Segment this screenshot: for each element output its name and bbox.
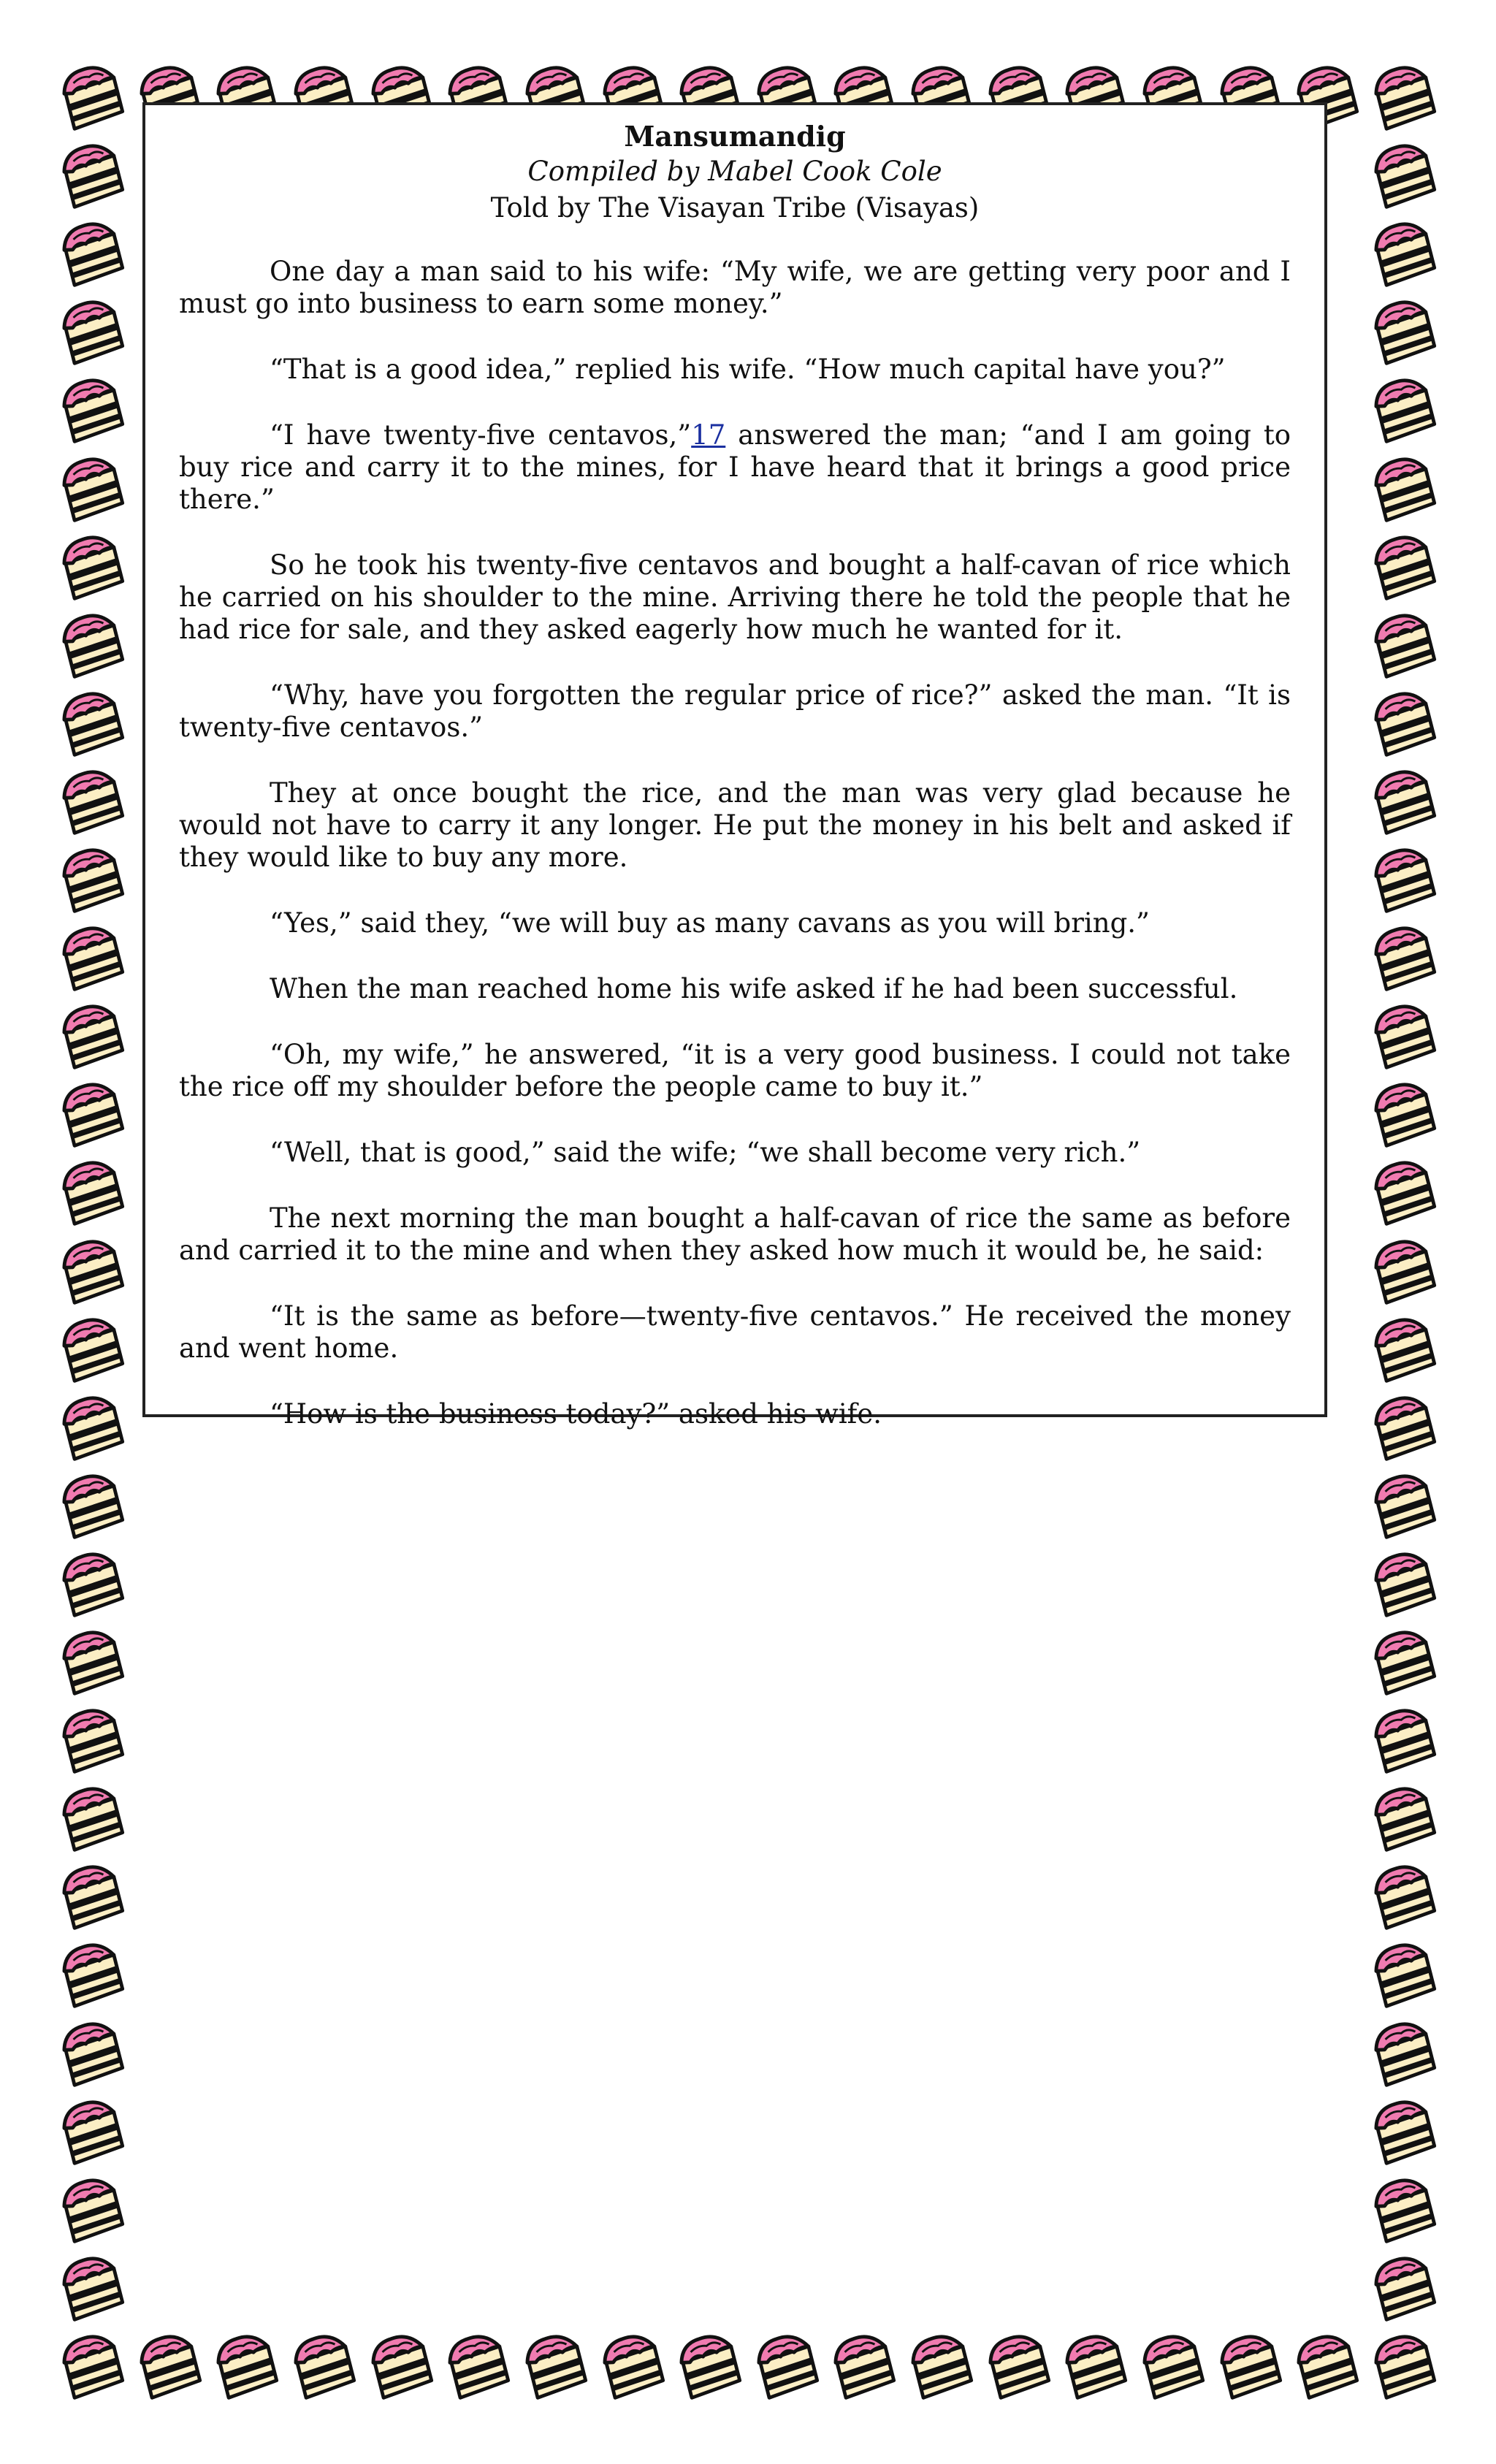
paragraph: “Oh, my wife,” he answered, “it is a very good business. I could not take the rice off my shoulder before the people came to buy it.” [179,1039,1291,1102]
cake-slice-icon [57,453,127,523]
cake-slice-icon [1369,2330,1439,2400]
cake-slice-icon [1369,1313,1439,1384]
story-title: Mansumandig [624,120,846,153]
paragraph-text: “I have twenty-five centavos,” [270,419,692,451]
cake-slice-icon [520,2330,590,2400]
cake-slice-icon [57,766,127,836]
cake-slice-icon [1369,1939,1439,2009]
paragraph: One day a man said to his wife: “My wife, we are getting very poor and I must go into business to earn some money.” [179,256,1291,319]
cake-slice-icon [1369,1704,1439,1774]
cake-slice-icon [211,2330,281,2400]
paragraph: “Yes,” said they, “we will buy as many cavans as you will bring.” [270,907,1150,939]
cake-slice-icon [1369,218,1439,288]
cake-slice-icon [1369,61,1439,131]
cake-slice-icon [57,1235,127,1305]
cake-slice-icon [1369,1392,1439,1462]
cake-slice-icon [57,61,127,131]
paragraph: “That is a good idea,” replied his wife. “How much capital have you?” [270,354,1226,385]
cake-slice-icon [57,1548,127,1618]
cake-slice-icon [366,2330,436,2400]
cake-slice-icon [1369,922,1439,992]
cake-slice-icon [1369,1235,1439,1305]
cake-slice-icon [57,2330,127,2400]
cake-slice-icon [1137,2330,1207,2400]
paragraph: The next morning the man bought a half-cavan of rice the same as before and carried it to the mine and when they asked how much it would be, he said: [179,1202,1291,1266]
paragraph [179,419,1291,516]
paragraph: So he took his twenty-five centavos and bought a half-cavan of rice which he carried on his shoulder to the mine. Arriving there he told the people that he had rice for sale, and they asked eagerly how much he wanted for it. [179,549,1291,645]
cake-slice-icon [57,1000,127,1070]
paragraph-text: answered the man; “and I am going to buy rice and carry it to the mines, for I have heard that it brings a good price there.” [179,419,1291,515]
cake-slice-icon [57,1078,127,1148]
cake-slice-icon [57,609,127,679]
cake-slice-icon [134,2330,205,2400]
cake-slice-icon [57,1939,127,2009]
cake-slice-icon [1369,1626,1439,1696]
cake-slice-icon [57,1861,127,1931]
cake-slice-icon [57,1156,127,1227]
cake-slice-icon [57,2252,127,2322]
cake-slice-icon [598,2330,668,2400]
cake-slice-icon [1369,1156,1439,1227]
cake-slice-icon [57,1392,127,1462]
cake-slice-icon [57,2096,127,2166]
cake-slice-icon [57,1704,127,1774]
paragraph: “Why, have you forgotten the regular price of rice?” asked the man. “It is twenty-five centavos.” [179,679,1291,743]
cake-slice-icon [1291,2330,1362,2400]
cake-slice-icon [57,1313,127,1384]
cake-slice-icon [1369,2096,1439,2166]
cake-slice-icon [1369,2252,1439,2322]
cake-slice-icon [57,1782,127,1853]
footnote-link[interactable]: 17 [691,419,726,451]
cake-slice-icon [906,2330,976,2400]
paragraph: “It is the same as before—twenty-five centavos.” He received the money and went home. [179,1300,1291,1364]
cake-slice-icon [1369,2174,1439,2244]
paragraph: “Well, that is good,” said the wife; “we shall become very rich.” [270,1137,1141,1168]
cake-slice-icon [828,2330,898,2400]
paragraph: They at once bought the rice, and the man was very glad because he would not have to carry it any longer. He put the money in his belt and asked if they would like to buy any more. [179,777,1291,873]
cake-slice-icon [57,844,127,914]
story-told-by: Told by The Visayan Tribe (Visayas) [490,192,980,224]
cake-slice-icon [1369,296,1439,366]
cake-slice-icon [57,2174,127,2244]
paragraph: “How is the business today?” asked his wife. [270,1398,882,1430]
cake-slice-icon [1369,609,1439,679]
cake-slice-icon [1369,453,1439,523]
cake-slice-icon [57,1470,127,1540]
cake-slice-icon [1060,2330,1130,2400]
cake-slice-icon [983,2330,1053,2400]
cake-slice-icon [1369,1782,1439,1853]
cake-slice-icon [1369,1861,1439,1931]
cake-slice-icon [1369,140,1439,210]
cake-slice-icon [57,374,127,444]
cake-slice-icon [1369,1078,1439,1148]
cake-slice-icon [752,2330,822,2400]
cake-slice-icon [1215,2330,1285,2400]
paragraph: When the man reached home his wife asked if he had been successful. [270,973,1238,1004]
cake-slice-icon [1369,531,1439,601]
cake-slice-icon [57,218,127,288]
cake-slice-icon [57,296,127,366]
story-text-box [142,102,1327,1430]
cake-slice-icon [443,2330,513,2400]
cake-slice-icon [1369,1470,1439,1540]
cake-slice-icon [57,2018,127,2088]
cake-slice-icon [1369,374,1439,444]
cake-slice-icon [57,1626,127,1696]
cake-slice-icon [1369,844,1439,914]
cake-slice-icon [1369,1548,1439,1618]
cake-slice-icon [57,140,127,210]
story-compiler: Compiled by Mabel Cook Cole [527,156,942,187]
cake-slice-icon [674,2330,744,2400]
cake-slice-icon [1369,687,1439,758]
cake-slice-icon [1369,1000,1439,1070]
cake-slice-icon [289,2330,359,2400]
cake-slice-icon [1369,2018,1439,2088]
cake-slice-icon [57,922,127,992]
cake-slice-icon [57,531,127,601]
cake-slice-icon [57,687,127,758]
cake-slice-icon [1369,766,1439,836]
